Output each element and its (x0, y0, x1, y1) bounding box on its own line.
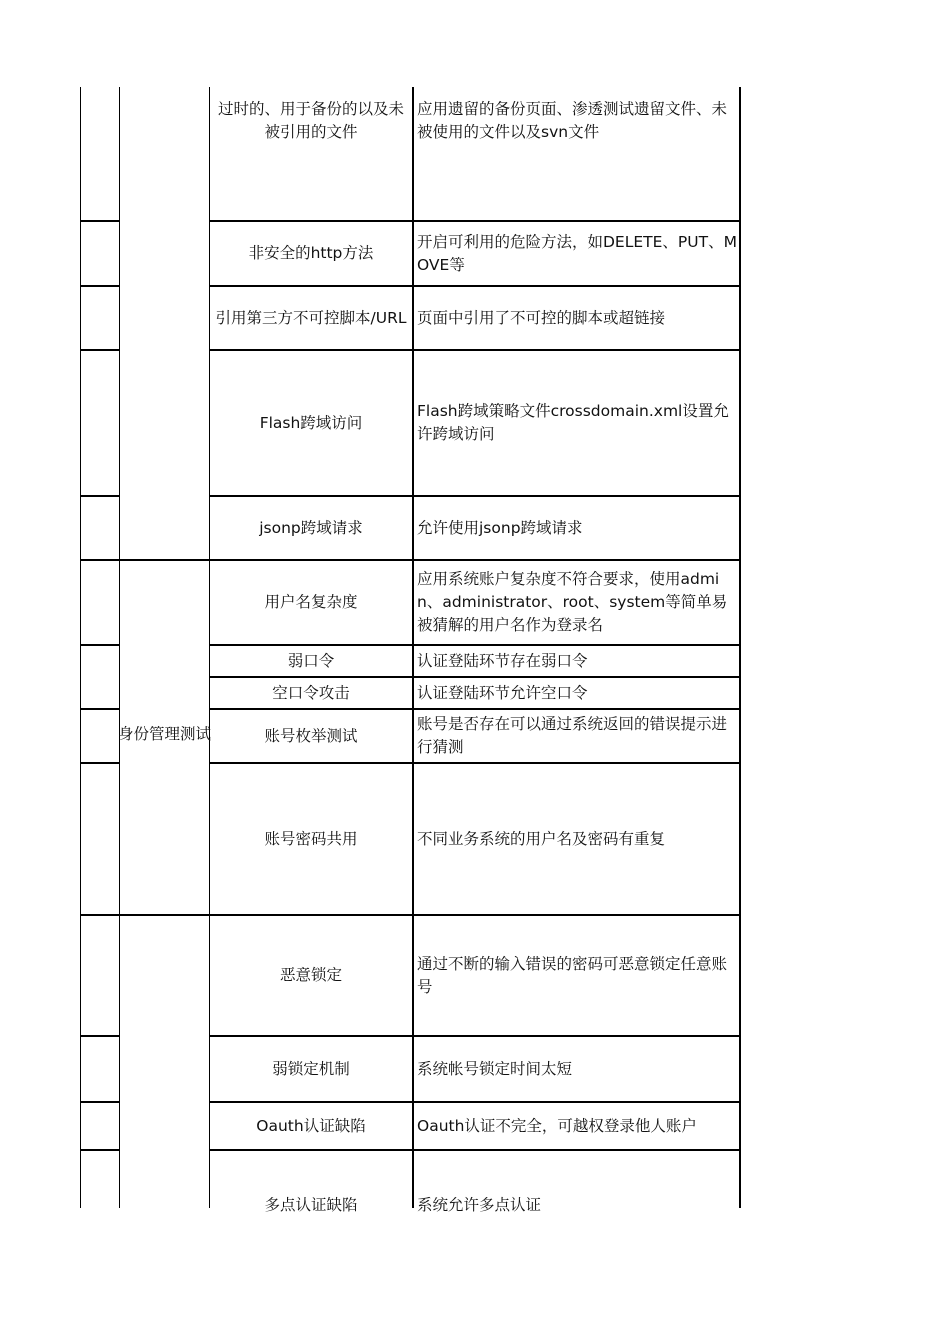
table-row-description: 系统允许多点认证 (417, 1195, 542, 1214)
grid-line (80, 1101, 120, 1103)
grid-line (80, 495, 120, 497)
grid-line (80, 220, 120, 222)
table-row-name: 账号枚举测试 (264, 726, 358, 745)
grid-line (119, 87, 120, 1208)
table-row-name: 恶意锁定 (279, 966, 342, 984)
grid-line (80, 1035, 120, 1037)
table-row-name: Flash跨域访问 (259, 413, 363, 432)
table-row-name: 多点认证缺陷 (264, 1195, 358, 1214)
table-row-description: Flash跨域策略文件crossdomain.xml设置允许跨域访问 (417, 402, 729, 443)
table-row-description: 应用遗留的备份页面、渗透测试遗留文件、未被使用的文件以及svn文件 (417, 100, 728, 141)
table-row-description: 认证登陆环节允许空口令 (417, 683, 588, 702)
grid-line (80, 559, 120, 561)
table-row-name: 引用第三方不可控脚本/URL (215, 308, 407, 327)
table-row-description: 页面中引用了不可控的脚本或超链接 (417, 308, 666, 327)
grid-line (80, 349, 120, 351)
grid-line (739, 87, 741, 1208)
grid-line (80, 708, 120, 710)
grid-line (80, 285, 120, 287)
table-row-description: 允许使用jsonp跨域请求 (417, 518, 583, 537)
grid-line (80, 644, 120, 646)
group-label-identity-management: 身份管理测试 (118, 725, 212, 743)
grid-line (119, 914, 210, 916)
grid-line (119, 559, 210, 561)
table-row-name: 弱口令 (287, 651, 335, 670)
grid-line (80, 87, 81, 1208)
grid-line (80, 1149, 120, 1151)
table-row-name: 账号密码共用 (264, 829, 358, 848)
table-row-description: 通过不断的输入错误的密码可恶意锁定任意账号 (417, 954, 728, 996)
table-row-description: 系统帐号锁定时间太短 (417, 1059, 573, 1078)
grid-line (80, 762, 120, 764)
table-row-description: 认证登陆环节存在弱口令 (417, 651, 588, 670)
table-row-name: 空口令攻击 (272, 683, 350, 702)
table-row-name: 过时的、用于备份的以及未被引用的文件 (217, 100, 404, 141)
table-row-description: 不同业务系统的用户名及密码有重复 (417, 829, 666, 848)
table-row-name: 非安全的http方法 (248, 244, 374, 262)
table-row-description: 账号是否存在可以通过系统返回的错误提示进行猜测 (417, 715, 728, 756)
table-row-name: Oauth认证缺陷 (256, 1116, 366, 1135)
table-row-name: jsonp跨域请求 (259, 518, 363, 537)
table-row-description: Oauth认证不完全，可越权登录他人账户 (417, 1116, 697, 1135)
table-row-description: 应用系统账户复杂度不符合要求，使用admin、administrator、root、system等简单易被猜解的用户名作为登录名 (417, 570, 728, 634)
table-row-name: 用户名复杂度 (264, 593, 358, 611)
table-row-name: 弱锁定机制 (272, 1059, 350, 1078)
table-row-description: 开启可利用的危险方法，如DELETE、PUT、MOVE等 (417, 232, 737, 274)
grid-line (80, 914, 120, 916)
